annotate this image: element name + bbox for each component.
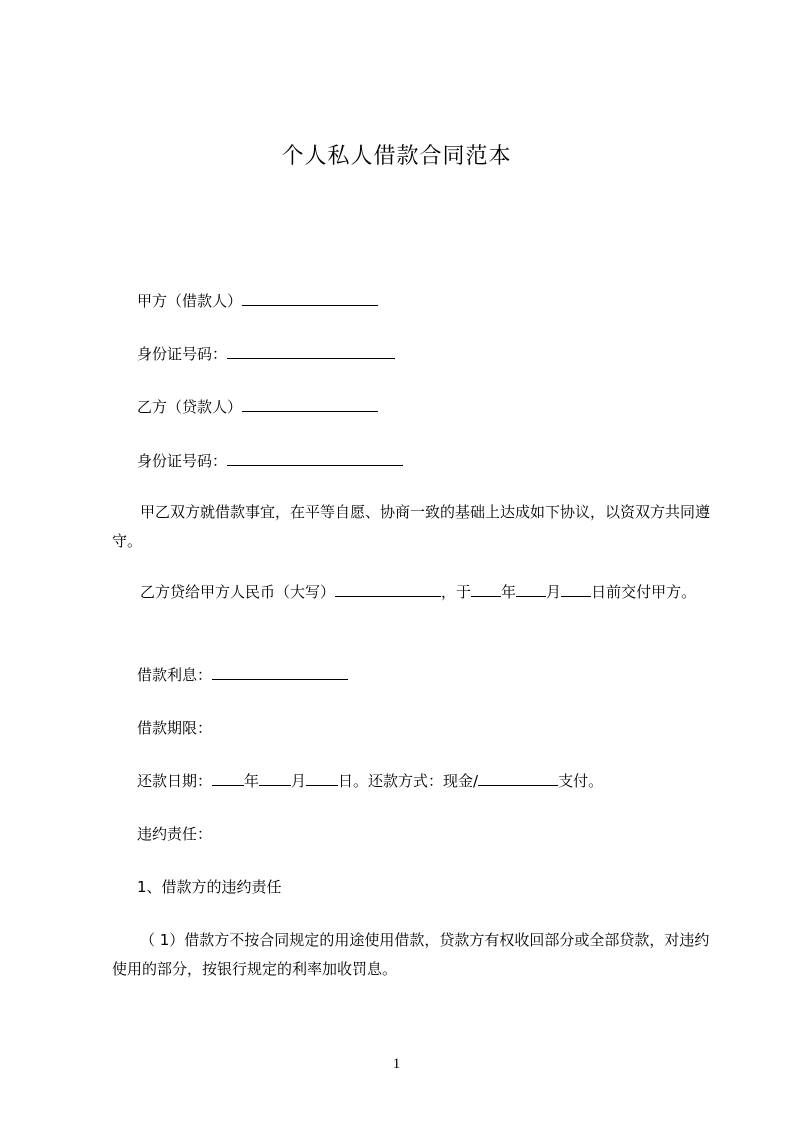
- party-a-line: [137, 292, 378, 310]
- section-1-text: 1、借款方的违约责任: [137, 878, 282, 896]
- party-b-line: [137, 398, 378, 416]
- loan-year: 年: [501, 583, 517, 601]
- loan-month-blank: [516, 584, 546, 597]
- loan-month: 月: [546, 583, 562, 601]
- interest-line: [137, 666, 348, 684]
- term-line: [137, 719, 212, 737]
- document-title: 个人私人借款合同范本: [281, 144, 512, 169]
- loan-amount-blank: [335, 584, 441, 597]
- clause-1-text: （ 1）借款方不按合同规定的用途使用借款，贷款方有权收回部分或全部贷款，对违约使用的部分，按银行规定的利率加收罚息。: [112, 931, 710, 978]
- breach-line: [137, 825, 212, 843]
- agreement-text: 甲乙双方就借款事宜，在平等自愿、协商一致的基础上达成如下协议，以资双方共同遵守。: [112, 503, 711, 550]
- id-b-line: [137, 452, 403, 470]
- id-a-label: 身份证号码：: [137, 345, 228, 363]
- loan-paragraph: [112, 578, 712, 607]
- id-b-blank: [227, 453, 403, 466]
- party-b-blank: [242, 399, 378, 412]
- repay-month: 月: [291, 772, 307, 790]
- repay-line: [137, 772, 603, 790]
- loan-year-blank: [471, 584, 501, 597]
- party-a-label: 甲方（借款人）: [137, 292, 243, 310]
- repay-month-blank: [259, 773, 291, 786]
- interest-blank: [212, 667, 348, 680]
- loan-suffix: 日前交付甲方。: [591, 583, 697, 601]
- loan-mid: ，于: [441, 583, 472, 601]
- section-1-heading: [137, 878, 282, 896]
- repay-suffix: 支付。: [558, 772, 604, 790]
- repay-day-method: 日。还款方式：现金/: [338, 772, 479, 790]
- term-label: 借款期限：: [137, 719, 213, 737]
- party-b-label: 乙方（贷款人）: [137, 398, 243, 416]
- id-a-line: [137, 345, 395, 363]
- agreement-paragraph: [112, 498, 712, 556]
- loan-day-blank: [561, 584, 591, 597]
- interest-label: 借款利息：: [137, 666, 213, 684]
- loan-prefix: 乙方贷给甲方人民币（大写）: [140, 583, 336, 601]
- breach-label: 违约责任：: [137, 825, 213, 843]
- id-b-label: 身份证号码：: [137, 452, 228, 470]
- party-a-blank: [242, 293, 378, 306]
- repay-year-blank: [212, 773, 244, 786]
- repay-year: 年: [244, 772, 260, 790]
- repay-label: 还款日期：: [137, 772, 213, 790]
- clause-1-paragraph: [112, 926, 712, 984]
- repay-day-blank: [306, 773, 338, 786]
- repay-method-blank: [478, 773, 558, 786]
- page-number: 1: [392, 1056, 401, 1072]
- id-a-blank: [227, 346, 395, 359]
